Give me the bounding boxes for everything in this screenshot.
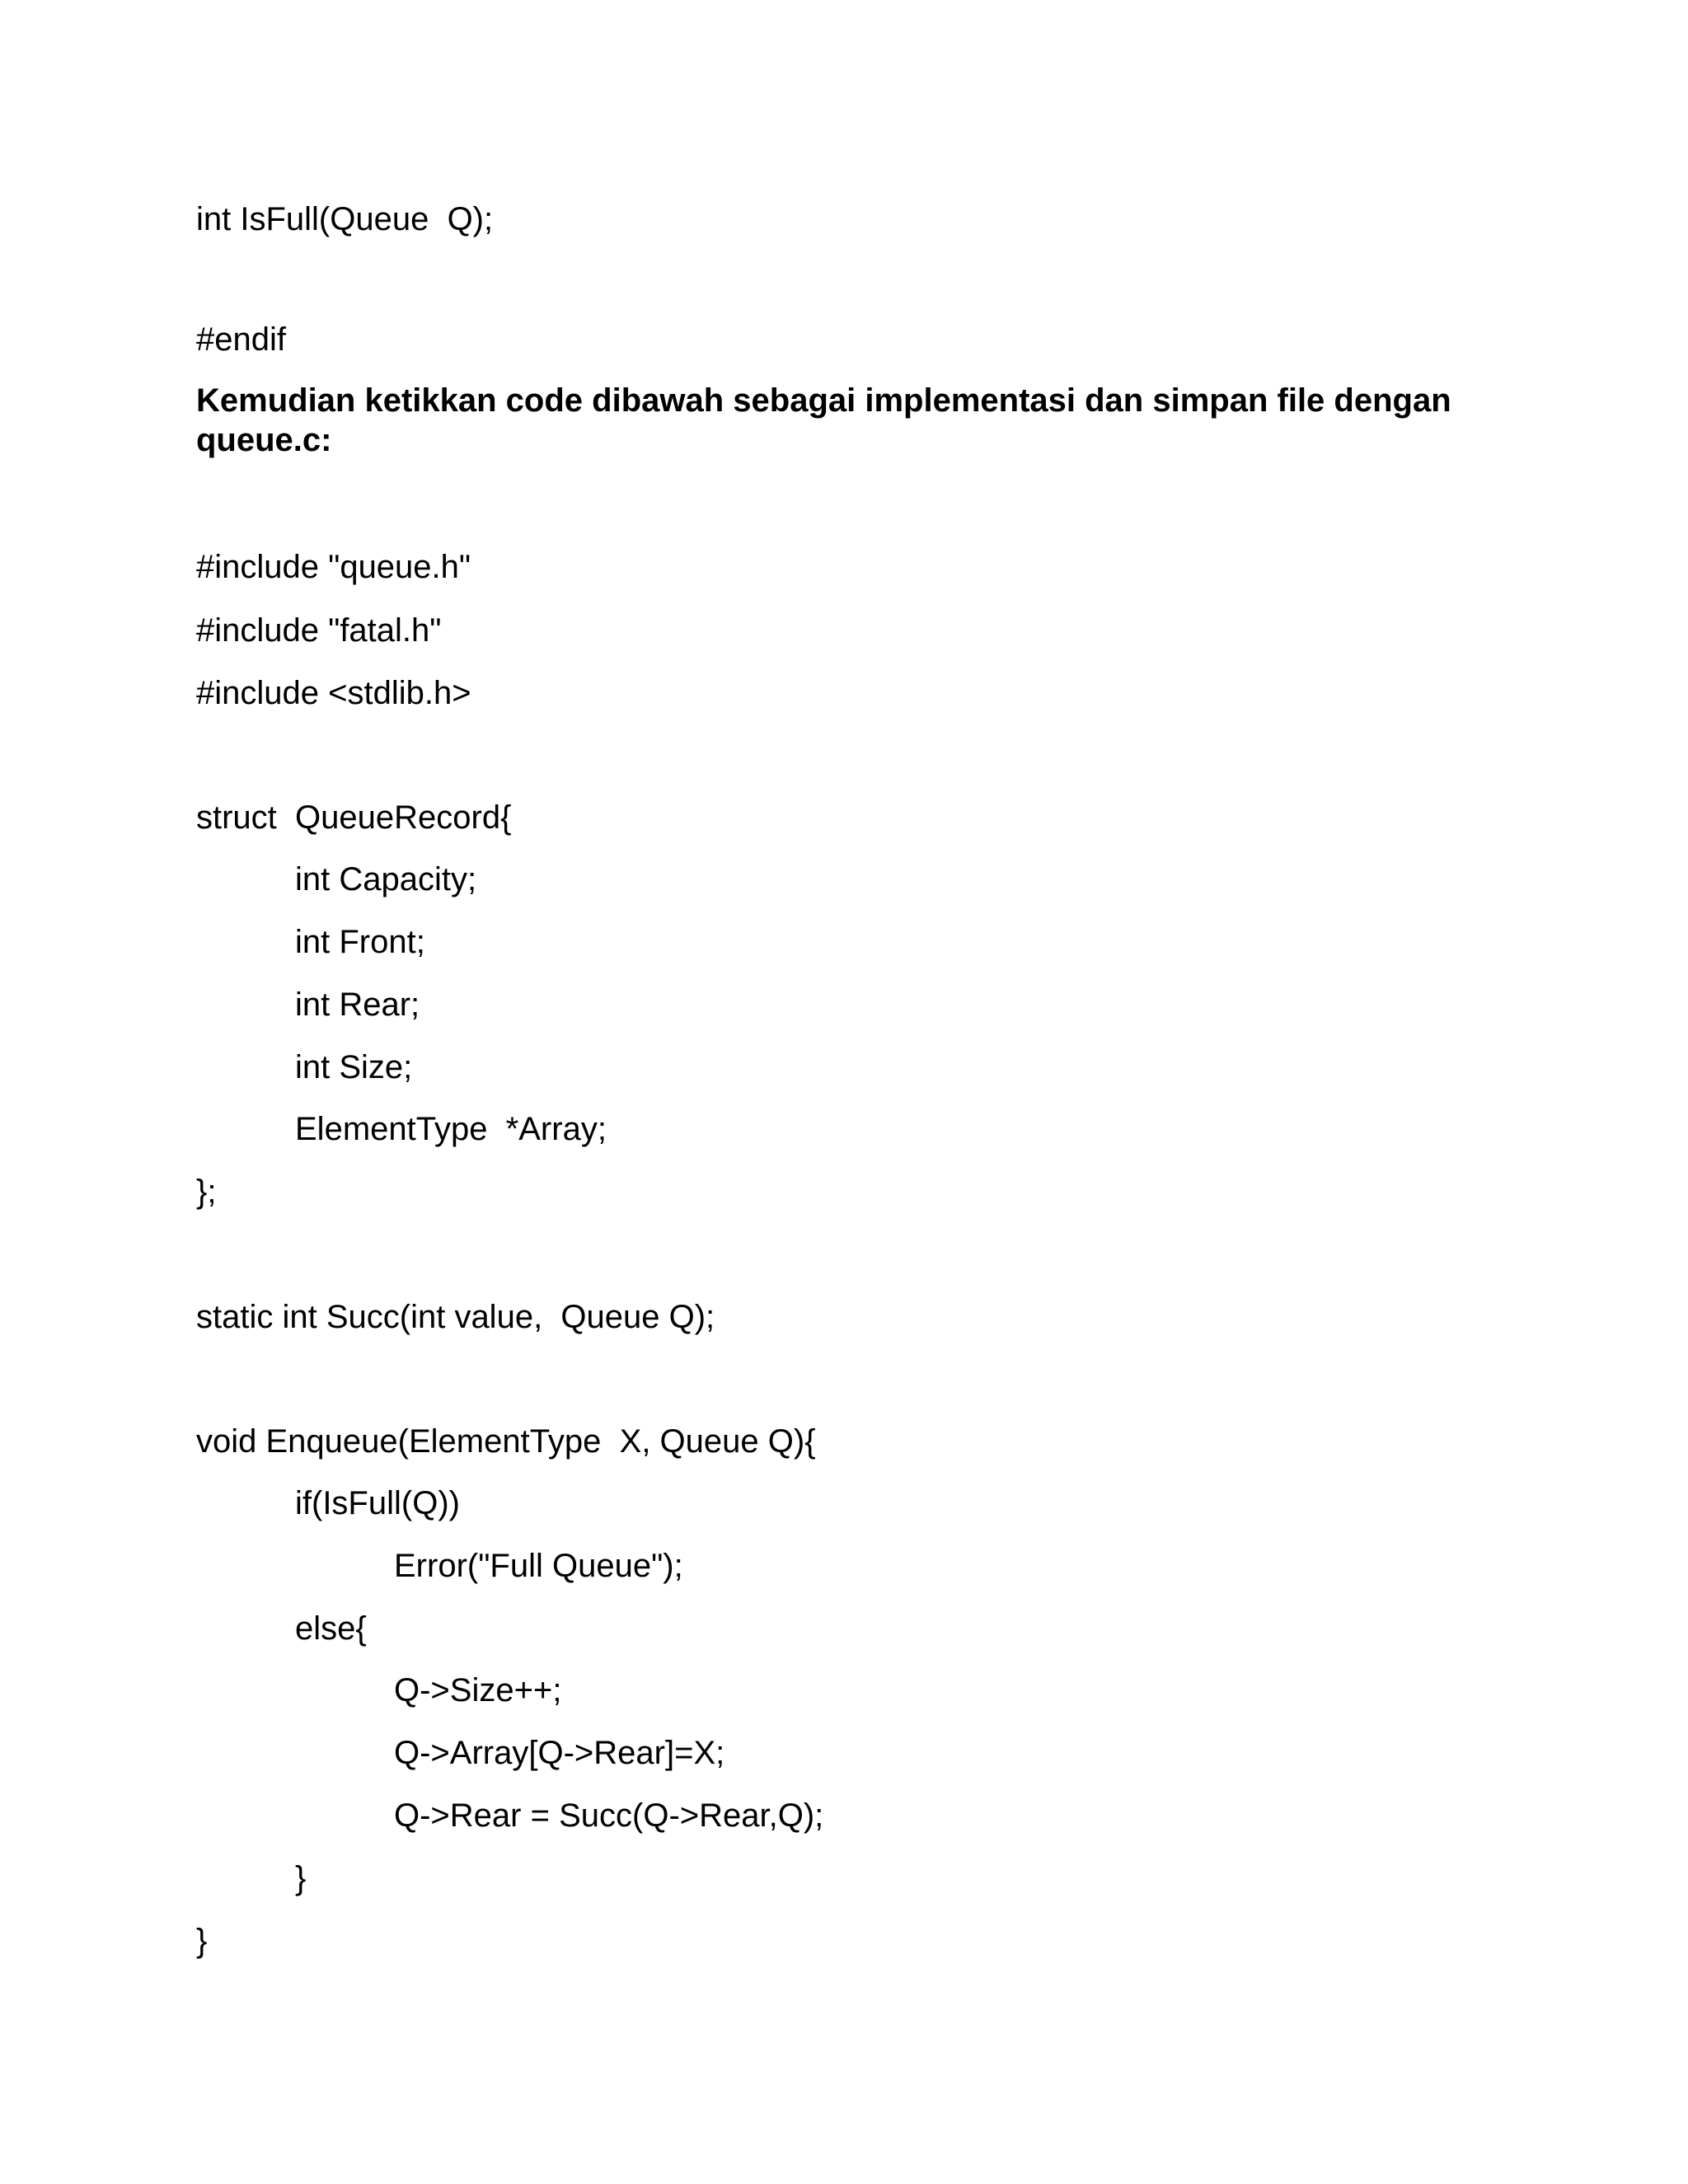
code-line-array-assign: Q->Array[Q->Rear]=X; — [394, 1735, 725, 1771]
code-line-field-array: ElementType *Array; — [295, 1111, 607, 1147]
code-line-error-full: Error("Full Queue"); — [394, 1548, 683, 1584]
code-line-struct-close: }; — [196, 1174, 217, 1210]
code-line-if-isfull: if(IsFull(Q)) — [295, 1485, 460, 1521]
instruction-heading — [196, 381, 1548, 460]
code-line-field-size: int Size; — [295, 1049, 413, 1085]
code-line-endif: #endif — [196, 321, 286, 358]
code-line-enqueue-open: void Enqueue(ElementType X, Queue Q){ — [196, 1423, 816, 1460]
code-line-succ-declaration: static int Succ(int value, Queue Q); — [196, 1299, 715, 1335]
code-line-include-stdlib: #include <stdlib.h> — [196, 675, 471, 711]
code-line-size-increment: Q->Size++; — [394, 1672, 562, 1708]
code-line-else-close: } — [295, 1860, 307, 1896]
code-line-else-open: else{ — [295, 1610, 367, 1647]
instruction-line-1: Kemudian ketikkan code dibawah sebagai implementasi dan simpan file dengan — [196, 382, 1451, 419]
code-line-rear-succ: Q->Rear = Succ(Q->Rear,Q); — [394, 1797, 824, 1834]
code-line-enqueue-close: } — [196, 1923, 208, 1959]
code-line-include-queue: #include "queue.h" — [196, 549, 471, 585]
code-line-isfull-declaration: int IsFull(Queue Q); — [196, 201, 494, 237]
code-line-field-front: int Front; — [295, 924, 425, 960]
code-line-field-rear: int Rear; — [295, 987, 420, 1023]
instruction-line-2: queue.c: — [196, 422, 332, 458]
code-line-struct-open: struct QueueRecord{ — [196, 799, 512, 836]
code-line-include-fatal: #include "fatal.h" — [196, 612, 442, 649]
code-line-field-capacity: int Capacity; — [295, 861, 477, 898]
